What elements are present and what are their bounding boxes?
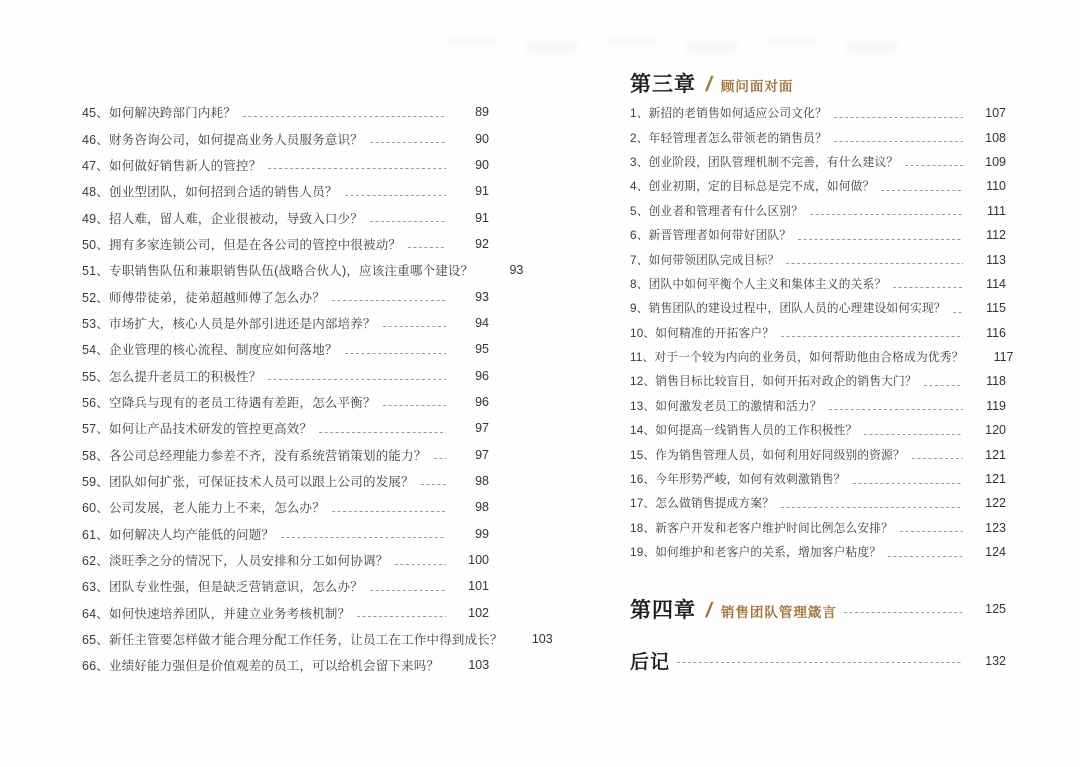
dotted-leader (370, 142, 446, 143)
toc-entry-title: 61、如何解决人均产能低的问题？ (82, 527, 275, 542)
dotted-leader (834, 117, 963, 118)
dotted-leader (345, 195, 446, 196)
toc-entry (630, 516, 1006, 540)
toc-entry (82, 336, 489, 362)
dotted-leader (829, 409, 963, 410)
dotted-leader (912, 458, 963, 459)
dotted-leader (370, 221, 446, 222)
toc-entry (82, 468, 489, 494)
toc-entry-title: 7、如何带领团队完成目标？ (630, 253, 780, 267)
toc-entry-page-number: 98 (475, 500, 489, 515)
toc-entry (630, 150, 1006, 174)
toc-entry-page-number: 97 (475, 447, 489, 462)
toc-entry (82, 547, 489, 573)
toc-entry-title: 57、如何让产品技术研发的管控更高效？ (82, 422, 313, 437)
dotted-leader (370, 590, 446, 591)
toc-entry-page-number: 97 (475, 421, 489, 436)
dotted-leader (281, 537, 446, 538)
toc-entry-title: 19、如何维护和老客户的关系，增加客户粘度？ (630, 546, 882, 560)
dotted-leader (332, 300, 446, 301)
toc-entry-page-number: 96 (475, 394, 489, 409)
chapter-separator-slash: / (703, 599, 715, 622)
toc-entry-title: 49、招人难，留人难，企业很被动，导致入口少？ (82, 211, 364, 226)
toc-entry-page-number: 93 (509, 263, 524, 278)
toc-entry-page-number: 95 (475, 342, 489, 357)
toc-entry-title: 2、年轻管理者怎么带领老的销售员？ (630, 131, 827, 145)
toc-entry-title: 6、新晋管理者如何带好团队？ (630, 229, 792, 243)
toc-entry-page-number: 107 (985, 106, 1006, 121)
toc-entry (630, 223, 1006, 247)
chapter-separator-slash: / (703, 73, 715, 96)
toc-entry (82, 310, 489, 336)
dotted-leader (383, 405, 446, 406)
toc-entry-page-number: 120 (985, 423, 1006, 438)
toc-entry-page-number: 99 (475, 526, 489, 541)
toc-entry-page-number: 102 (468, 605, 489, 620)
toc-entry-page-number: 112 (986, 228, 1006, 243)
toc-entry-title: 12、销售目标比较盲目，如何开拓对政企的销售大门？ (630, 375, 917, 389)
dotted-leader (332, 511, 446, 512)
toc-entry (82, 178, 489, 204)
toc-entry (82, 99, 489, 125)
toc-entry-title: 10、如何精准的开拓客户？ (630, 326, 775, 340)
afterword-row (630, 647, 1006, 674)
toc-entry-page-number: 124 (985, 545, 1006, 560)
toc-entry-page-number: 121 (985, 472, 1006, 487)
toc-entry-title: 56、空降兵与现有的老员工待遇有差距，怎么平衡？ (82, 395, 376, 410)
toc-entry-page-number: 103 (468, 658, 490, 673)
toc-entry (82, 494, 489, 520)
dotted-leader (864, 434, 963, 435)
left-page-toc (82, 99, 553, 679)
toc-entry-title: 59、团队如何扩张，可保证技术人员可以跟上公司的发展？ (82, 474, 414, 489)
chapter-4-title: 销售团队管理箴言 (720, 605, 837, 620)
chapter-4-row (630, 594, 1006, 624)
toc-entry-page-number: 118 (986, 374, 1006, 389)
toc-entry (630, 394, 1006, 418)
watermark-smudge (445, 36, 915, 58)
toc-entry-page-number: 96 (475, 368, 489, 383)
toc-entry-page-number: 92 (475, 236, 489, 251)
toc-entry-page-number: 89 (475, 105, 489, 120)
toc-entry (630, 369, 1006, 393)
toc-entry-title: 16、今年形势严峻，如何有效刺激销售？ (630, 473, 846, 487)
toc-entry-page-number: 90 (475, 131, 489, 146)
toc-entry-title: 54、企业管理的核心流程、制度应如何落地？ (82, 343, 338, 358)
dotted-leader (408, 247, 446, 248)
toc-entry (82, 231, 489, 257)
toc-entry-title: 62、淡旺季之分的情况下，人员安排和分工如何协调？ (82, 554, 389, 569)
dotted-leader (853, 483, 964, 484)
smudge-blob (605, 36, 657, 46)
dotted-leader (781, 336, 963, 337)
toc-entry-page-number: 121 (985, 447, 1006, 462)
toc-entry-page-number: 98 (475, 473, 489, 488)
dotted-leader (268, 168, 446, 169)
toc-entry (630, 418, 1006, 442)
toc-entry-title: 8、团队中如何平衡个人主义和集体主义的关系？ (630, 277, 887, 291)
dotted-leader (798, 239, 963, 240)
toc-entry-page-number: 93 (475, 289, 489, 304)
toc-entry-title: 4、创业初期，定的目标总是完不成，如何做？ (630, 180, 875, 194)
toc-entry-page-number: 109 (985, 154, 1006, 169)
chapter-4-page-number: 125 (985, 602, 1006, 616)
toc-entry-page-number: 123 (985, 520, 1006, 535)
toc-entry-title: 9、销售团队的建设过程中，团队人员的心理建设如何实现？ (630, 302, 946, 316)
toc-entry (82, 362, 489, 388)
toc-entry-title: 1、新招的老销售如何适应公司文化？ (630, 107, 827, 121)
toc-entry (82, 521, 489, 547)
toc-entry-title: 5、创业者和管理者有什么区别？ (630, 204, 804, 218)
toc-entry-title: 45、如何解决跨部门内耗？ (82, 106, 237, 121)
toc-entry (630, 199, 1006, 223)
toc-entry (82, 152, 489, 178)
toc-entry (82, 626, 553, 652)
toc-entry-page-number: 100 (468, 553, 489, 568)
toc-entry (630, 174, 1006, 198)
dotted-leader (781, 507, 963, 508)
chapter-3-number: 第三章 (630, 73, 696, 96)
toc-entry (630, 442, 1006, 466)
dotted-leader (243, 116, 446, 117)
toc-entry-page-number: 122 (985, 496, 1006, 511)
toc-entry-title: 53、市场扩大，核心人员是外部引进还是内部培养？ (82, 316, 376, 331)
toc-entry-title: 11、对于一个较为内向的业务员，如何帮助他由合格成为优秀？ (630, 351, 964, 365)
toc-entry (630, 540, 1006, 564)
toc-entry-title: 51、专职销售队伍和兼职销售队伍(战略合伙人)，应该注重哪个建设？ (82, 264, 474, 279)
toc-entry (82, 283, 489, 309)
afterword-page-number: 132 (985, 653, 1006, 668)
toc-entry-page-number: 116 (986, 325, 1006, 340)
dotted-leader (881, 190, 963, 191)
toc-entry-page-number: 103 (531, 632, 553, 647)
dotted-leader (268, 379, 446, 380)
toc-entry-page-number: 114 (986, 276, 1006, 291)
smudge-blob (685, 40, 737, 54)
toc-entry (82, 652, 489, 678)
toc-entry (82, 415, 489, 441)
toc-entry-page-number: 108 (985, 130, 1006, 145)
toc-entry (82, 600, 489, 626)
toc-entry-title: 47、如何做好销售新人的管控？ (82, 158, 262, 173)
toc-entry-title: 66、业绩好能力强但是价值观差的员工，可以给机会留下来吗？ (82, 659, 440, 674)
dotted-leader (677, 662, 963, 663)
toc-entry (630, 247, 1006, 271)
toc-entry-title: 63、团队专业性强，但是缺乏营销意识，怎么办？ (82, 580, 364, 595)
toc-entry-title: 64、如何快速培养团队，并建立业务考核机制？ (82, 606, 351, 621)
toc-entry-page-number: 115 (986, 301, 1006, 316)
toc-entry-page-number: 117 (993, 350, 1014, 365)
toc-entry-page-number: 113 (986, 252, 1006, 267)
toc-entry-title: 58、各公司总经理能力参差不齐，没有系统营销策划的能力？ (82, 448, 427, 463)
toc-entry-title: 14、如何提高一线销售人员的工作积极性？ (630, 424, 858, 438)
toc-entry (630, 491, 1006, 515)
toc-entry (630, 125, 1006, 149)
chapter-4-number: 第四章 (630, 599, 696, 622)
toc-entry-title: 65、新任主管要怎样做才能合理分配工作任务，让员工在工作中得到成长？ (82, 633, 503, 648)
smudge-blob (765, 36, 817, 46)
dotted-leader (319, 432, 446, 433)
toc-entry-title: 46、财务咨询公司，如何提高业务人员服务意识？ (82, 132, 364, 147)
toc-entry (630, 272, 1006, 296)
chapter-3-header (630, 68, 793, 98)
dotted-leader (924, 385, 963, 386)
smudge-blob (445, 36, 497, 46)
toc-entry-page-number: 91 (475, 210, 489, 225)
toc-entry-title: 3、创业阶段，团队管理机制不完善，有什么建议？ (630, 155, 899, 169)
toc-entry-page-number: 119 (986, 398, 1006, 413)
dotted-leader (905, 165, 963, 166)
dotted-leader (834, 141, 963, 142)
chapter-3-title: 顾问面对面 (720, 79, 794, 94)
toc-entry-page-number: 94 (475, 315, 489, 330)
right-page-toc (630, 101, 1014, 564)
toc-entry-title: 15、作为销售管理人员，如何利用好同级别的资源？ (630, 448, 905, 462)
toc-entry-title: 48、创业型团队，如何招到合适的销售人员？ (82, 185, 338, 200)
toc-entry-title: 60、公司发展，老人能力上不来，怎么办？ (82, 501, 325, 516)
dotted-leader (786, 263, 963, 264)
toc-entry (630, 467, 1006, 491)
toc-entry-page-number: 111 (986, 203, 1006, 218)
dotted-leader (953, 312, 963, 313)
toc-entry (82, 125, 489, 151)
dotted-leader (434, 458, 446, 459)
toc-entry (82, 573, 489, 599)
toc-entry (630, 296, 1006, 320)
dotted-leader (383, 326, 446, 327)
dotted-leader (395, 564, 446, 565)
dotted-leader (844, 612, 963, 613)
toc-entry-title: 55、怎么提升老员工的积极性？ (82, 369, 262, 384)
toc-entry (630, 101, 1006, 125)
dotted-leader (888, 556, 963, 557)
toc-entry-page-number: 110 (986, 179, 1006, 194)
dotted-leader (421, 484, 446, 485)
toc-entry-title: 13、如何激发老员工的激情和活力？ (630, 399, 822, 413)
toc-entry-title: 52、师傅带徒弟，徒弟超越师傅了怎么办？ (82, 290, 325, 305)
dotted-leader (810, 214, 963, 215)
toc-entry (82, 257, 524, 283)
dotted-leader (893, 287, 963, 288)
toc-entry (630, 345, 1014, 369)
toc-entry-title: 17、怎么做销售提成方案？ (630, 497, 775, 511)
dotted-leader (345, 353, 446, 354)
smudge-blob (845, 40, 897, 54)
toc-entry (630, 321, 1006, 345)
dotted-leader (900, 531, 963, 532)
toc-entry-title: 18、新客户开发和老客户维护时间比例怎么安排？ (630, 521, 894, 535)
afterword-title: 后记 (630, 652, 671, 673)
toc-entry-page-number: 101 (468, 579, 489, 594)
toc-entry-title: 50、拥有多家连锁公司，但是在各公司的管控中很被动？ (82, 237, 402, 252)
toc-entry-page-number: 91 (475, 184, 489, 199)
toc-entry (82, 389, 489, 415)
smudge-blob (525, 40, 577, 54)
dotted-leader (357, 616, 446, 617)
toc-entry-page-number: 90 (475, 157, 489, 172)
toc-entry (82, 204, 489, 230)
toc-entry (82, 441, 489, 467)
